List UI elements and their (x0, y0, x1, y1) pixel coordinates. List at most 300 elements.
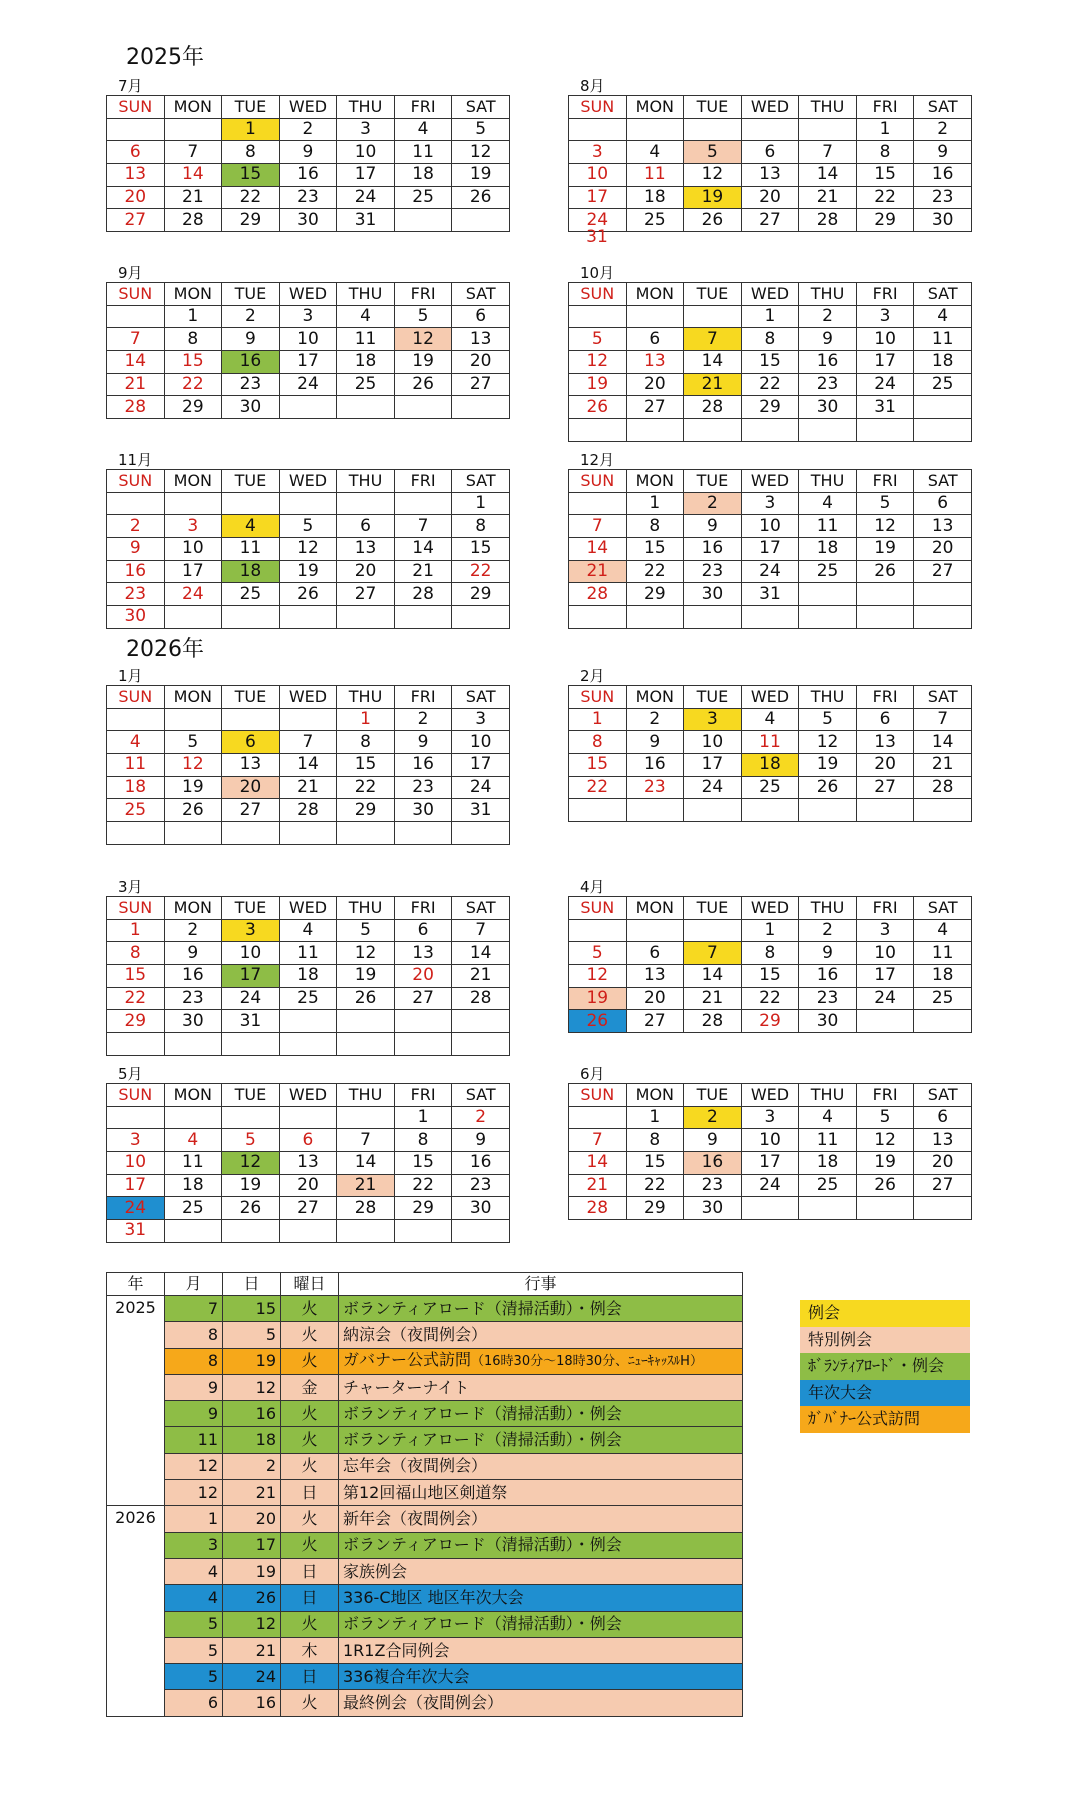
day-cell: 21 (569, 1174, 627, 1197)
day-cell: 22 (856, 186, 914, 209)
weekday-header: FRI (394, 897, 452, 920)
legend-item: 特別例会 (800, 1327, 970, 1354)
weekday-header: WED (279, 686, 337, 709)
weekday-header: TUE (684, 283, 742, 306)
day-cell: 15 (337, 754, 395, 777)
day-cell: 9 (222, 328, 280, 351)
empty-cell (164, 492, 222, 515)
day-cell: 22 (164, 373, 222, 396)
day-cell: 24 (741, 1174, 799, 1197)
weekday-header: THU (337, 283, 395, 306)
day-cell: 1 (394, 1106, 452, 1129)
week-row (569, 965, 972, 988)
day-cell: 19 (569, 373, 627, 396)
day-cell: 8 (626, 1129, 684, 1152)
month-label: 1月 (118, 667, 143, 685)
day-cell: 23 (279, 186, 337, 209)
day-cell: 4 (394, 118, 452, 141)
empty-cell (452, 209, 510, 232)
day-cell: 17 (856, 351, 914, 374)
weekday-header: MON (164, 96, 222, 119)
month-label: 9月 (118, 264, 143, 282)
day-cell: 10 (222, 942, 280, 965)
weekday-header: TUE (222, 283, 280, 306)
empty-cell (337, 1010, 395, 1033)
day-cell: 18 (914, 351, 972, 374)
day-cell: 10 (684, 731, 742, 754)
weekday-header: SAT (452, 96, 510, 119)
event-day: 12 (223, 1374, 281, 1400)
day-cell: 12 (856, 1129, 914, 1152)
empty-cell (394, 209, 452, 232)
event-row (107, 1348, 743, 1374)
empty-cell (626, 799, 684, 822)
event-month: 9 (165, 1374, 223, 1400)
day-cell: 4 (799, 1106, 857, 1129)
empty-cell (164, 1220, 222, 1243)
day-cell: 14 (684, 965, 742, 988)
empty-cell (394, 1033, 452, 1056)
day-cell: 17 (684, 754, 742, 777)
day-cell: 15 (626, 538, 684, 561)
day-cell: 22 (452, 560, 510, 583)
month-label: 4月 (580, 878, 605, 896)
event-year: 2025 (107, 1296, 165, 1506)
day-cell: 12 (684, 164, 742, 187)
empty-cell (164, 1033, 222, 1056)
weekday-header: MON (626, 686, 684, 709)
day-cell: 25 (394, 186, 452, 209)
day-cell: 5 (394, 305, 452, 328)
day-cell: 29 (452, 583, 510, 606)
month-calendar (568, 667, 972, 822)
week-row (107, 1106, 510, 1129)
event-month: 5 (165, 1664, 223, 1690)
day-cell: 21 (279, 776, 337, 799)
day-cell: 29 (337, 799, 395, 822)
day-cell: 21 (684, 987, 742, 1010)
day-cell: 25 (222, 583, 280, 606)
day-cell: 1 (337, 708, 395, 731)
event-month: 4 (165, 1558, 223, 1584)
day-cell: 26 (856, 1174, 914, 1197)
day-cell: 8 (107, 942, 165, 965)
day-cell: 22 (222, 186, 280, 209)
day-cell: 21 (799, 186, 857, 209)
day-cell: 7 (452, 919, 510, 942)
day-cell: 24 (856, 373, 914, 396)
day-cell: 30 (394, 799, 452, 822)
week-row (107, 492, 510, 515)
event-title: 336複合年次大会 (343, 1666, 470, 1686)
day-cell: 13 (741, 164, 799, 187)
month-label: 7月 (118, 77, 143, 95)
day-cell: 3 (741, 492, 799, 515)
empty-cell (222, 1220, 280, 1243)
day-cell: 5 (569, 328, 627, 351)
day-cell: 21 (569, 560, 627, 583)
legend (800, 1300, 970, 1433)
day-cell: 2 (222, 305, 280, 328)
empty-cell (569, 492, 627, 515)
event-month: 5 (165, 1637, 223, 1663)
day-cell: 8 (569, 731, 627, 754)
event-title: 1R1Z合同例会 (343, 1640, 450, 1660)
empty-cell (222, 708, 280, 731)
calendar-table (568, 282, 972, 442)
week-row (107, 942, 510, 965)
day-cell: 15 (452, 538, 510, 561)
weekday-header: SUN (107, 470, 165, 493)
day-cell: 8 (856, 141, 914, 164)
weekday-header: FRI (856, 686, 914, 709)
empty-cell (914, 799, 972, 822)
week-row (107, 1033, 510, 1056)
empty-cell (741, 419, 799, 442)
day-cell: 27 (626, 1010, 684, 1033)
day-cell: 14 (279, 754, 337, 777)
event-weekday: 火 (281, 1453, 339, 1479)
event-row (107, 1322, 743, 1348)
day-cell: 6 (914, 492, 972, 515)
day-cell: 29 (741, 1010, 799, 1033)
weekday-header: FRI (856, 470, 914, 493)
weekday-header: TUE (222, 686, 280, 709)
week-row (569, 209, 972, 232)
week-row (107, 328, 510, 351)
day-cell: 16 (914, 164, 972, 187)
day-cell: 5 (569, 942, 627, 965)
week-row (107, 919, 510, 942)
weekday-header: WED (279, 283, 337, 306)
empty-cell (799, 583, 857, 606)
day-cell: 13 (222, 754, 280, 777)
weekday-header: THU (799, 470, 857, 493)
day-cell: 1 (741, 919, 799, 942)
week-row (569, 606, 972, 629)
day-cell: 6 (337, 515, 395, 538)
day-cell: 8 (741, 942, 799, 965)
weekday-header: WED (741, 897, 799, 920)
day-cell: 19 (856, 538, 914, 561)
day-cell: 23 (164, 987, 222, 1010)
day-cell: 5 (684, 141, 742, 164)
day-cell: 20 (626, 373, 684, 396)
weekday-header: SAT (452, 283, 510, 306)
empty-cell (856, 606, 914, 629)
event-month: 3 (165, 1532, 223, 1558)
empty-cell (799, 799, 857, 822)
event-month: 8 (165, 1348, 223, 1374)
day-cell: 12 (164, 754, 222, 777)
week-row (569, 1010, 972, 1033)
empty-cell (452, 606, 510, 629)
weekday-header: TUE (684, 897, 742, 920)
day-cell: 17 (452, 754, 510, 777)
day-cell: 2 (164, 919, 222, 942)
day-cell: 30 (222, 396, 280, 419)
week-row (107, 708, 510, 731)
day-cell: 15 (107, 965, 165, 988)
day-cell: 10 (164, 538, 222, 561)
month-calendar (568, 451, 972, 629)
event-title: 最終例会（夜間例会） (343, 1693, 504, 1713)
weekday-header: WED (279, 897, 337, 920)
weekday-header: THU (799, 96, 857, 119)
weekday-header: SUN (569, 1084, 627, 1107)
day-cell: 1 (626, 1106, 684, 1129)
event-month: 9 (165, 1401, 223, 1427)
day-cell: 22 (394, 1174, 452, 1197)
day-cell: 16 (394, 754, 452, 777)
empty-cell (337, 606, 395, 629)
empty-cell (107, 305, 165, 328)
month-label: 6月 (580, 1065, 605, 1083)
day-cell: 21 (164, 186, 222, 209)
day-cell: 14 (164, 164, 222, 187)
day-cell: 1 (164, 305, 222, 328)
day-cell: 25 (626, 209, 684, 232)
event-weekday: 日 (281, 1480, 339, 1506)
day-cell: 16 (799, 965, 857, 988)
day-cell: 24 (741, 560, 799, 583)
day-cell: 24 (337, 186, 395, 209)
weekday-header: THU (799, 283, 857, 306)
month-calendar (106, 264, 510, 419)
day-cell: 26 (452, 186, 510, 209)
weekday-header: MON (626, 1084, 684, 1107)
day-cell: 3 (569, 141, 627, 164)
event-weekday: 日 (281, 1558, 339, 1584)
day-cell: 12 (569, 351, 627, 374)
day-cell: 24 (279, 373, 337, 396)
empty-cell (452, 1220, 510, 1243)
week-row (569, 1106, 972, 1129)
day-cell: 12 (337, 942, 395, 965)
day-cell: 21 (684, 373, 742, 396)
day-cell: 17 (569, 186, 627, 209)
month-calendar (568, 1065, 972, 1220)
day-cell: 4 (799, 492, 857, 515)
event-row (107, 1532, 743, 1558)
empty-cell (107, 1033, 165, 1056)
empty-cell (107, 118, 165, 141)
day-cell: 23 (799, 373, 857, 396)
event-title: 家族例会 (343, 1561, 408, 1581)
weekday-header-row (569, 283, 972, 306)
empty-cell (107, 708, 165, 731)
month-calendar (106, 451, 510, 629)
weekday-header-row (107, 283, 510, 306)
event-day: 21 (223, 1480, 281, 1506)
day-cell: 9 (394, 731, 452, 754)
month-label: 11月 (118, 451, 153, 469)
empty-cell (222, 1106, 280, 1129)
day-cell: 28 (107, 396, 165, 419)
calendar-table (106, 95, 510, 232)
day-cell: 16 (799, 351, 857, 374)
month-label: 3月 (118, 878, 143, 896)
day-cell: 1 (626, 492, 684, 515)
event-day: 20 (223, 1506, 281, 1532)
day-cell: 23 (684, 560, 742, 583)
week-row (107, 1129, 510, 1152)
event-year: 2026 (107, 1506, 165, 1716)
empty-cell (107, 492, 165, 515)
day-cell: 7 (569, 1129, 627, 1152)
day-cell: 25 (741, 776, 799, 799)
week-row (569, 419, 972, 442)
day-cell: 20 (856, 754, 914, 777)
event-title: 新年会（夜間例会） (343, 1509, 488, 1529)
weekday-header: FRI (856, 897, 914, 920)
event-name (339, 1453, 743, 1479)
day-cell: 6 (394, 919, 452, 942)
day-cell: 9 (279, 141, 337, 164)
weekday-header: SUN (569, 283, 627, 306)
day-cell: 7 (799, 141, 857, 164)
day-cell: 19 (164, 776, 222, 799)
overflow-day: 31 (586, 227, 608, 248)
day-cell: 24 (684, 776, 742, 799)
day-cell: 31 (856, 396, 914, 419)
week-row (569, 538, 972, 561)
empty-cell (856, 799, 914, 822)
empty-cell (914, 1010, 972, 1033)
empty-cell (741, 799, 799, 822)
weekday-header-row (107, 686, 510, 709)
event-month: 6 (165, 1690, 223, 1716)
day-cell: 6 (856, 708, 914, 731)
day-cell: 30 (107, 606, 165, 629)
weekday-header: WED (741, 470, 799, 493)
event-name (339, 1296, 743, 1322)
day-cell: 5 (222, 1129, 280, 1152)
day-cell: 30 (914, 209, 972, 232)
event-day: 26 (223, 1585, 281, 1611)
week-row (107, 351, 510, 374)
event-day: 21 (223, 1637, 281, 1663)
day-cell: 3 (107, 1129, 165, 1152)
day-cell: 25 (164, 1197, 222, 1220)
day-cell: 15 (164, 351, 222, 374)
day-cell: 2 (799, 919, 857, 942)
day-cell: 20 (394, 965, 452, 988)
empty-cell (684, 118, 742, 141)
event-title: チャーターナイト (343, 1377, 470, 1397)
week-row (569, 776, 972, 799)
day-cell: 12 (569, 965, 627, 988)
week-row (107, 538, 510, 561)
day-cell: 18 (799, 1152, 857, 1175)
day-cell: 25 (279, 987, 337, 1010)
event-name (339, 1585, 743, 1611)
day-cell: 5 (337, 919, 395, 942)
weekday-header: THU (799, 897, 857, 920)
day-cell: 26 (394, 373, 452, 396)
week-row (569, 919, 972, 942)
day-cell: 14 (107, 351, 165, 374)
day-cell: 13 (279, 1152, 337, 1175)
day-cell: 4 (337, 305, 395, 328)
day-cell: 26 (279, 583, 337, 606)
day-cell: 3 (856, 305, 914, 328)
event-title: ガバナー公式訪問 (343, 1350, 472, 1370)
empty-cell (394, 822, 452, 845)
day-cell: 4 (107, 731, 165, 754)
empty-cell (452, 822, 510, 845)
event-weekday: 火 (281, 1401, 339, 1427)
month-calendar (568, 878, 972, 1033)
day-cell: 14 (914, 731, 972, 754)
day-cell: 7 (337, 1129, 395, 1152)
day-cell: 12 (279, 538, 337, 561)
weekday-header: TUE (684, 96, 742, 119)
month-calendar (568, 77, 972, 248)
week-row (107, 186, 510, 209)
empty-cell (107, 1106, 165, 1129)
weekday-header: THU (337, 470, 395, 493)
event-day: 19 (223, 1348, 281, 1374)
day-cell: 22 (741, 987, 799, 1010)
calendar-table (106, 282, 510, 419)
empty-cell (799, 1197, 857, 1220)
day-cell: 24 (856, 987, 914, 1010)
day-cell: 28 (569, 583, 627, 606)
weekday-header: MON (164, 1084, 222, 1107)
day-cell: 28 (279, 799, 337, 822)
day-cell: 23 (799, 987, 857, 1010)
event-day: 16 (223, 1401, 281, 1427)
weekday-header: FRI (856, 1084, 914, 1107)
event-day: 2 (223, 1453, 281, 1479)
empty-cell (569, 1106, 627, 1129)
day-cell: 17 (856, 965, 914, 988)
empty-cell (569, 118, 627, 141)
day-cell: 29 (741, 396, 799, 419)
day-cell: 4 (164, 1129, 222, 1152)
weekday-header: FRI (394, 470, 452, 493)
day-cell: 24 (164, 583, 222, 606)
empty-cell (279, 822, 337, 845)
weekday-header: SAT (452, 470, 510, 493)
event-month: 4 (165, 1585, 223, 1611)
weekday-header-row (107, 96, 510, 119)
month-calendar (106, 878, 510, 1056)
day-cell: 10 (569, 164, 627, 187)
weekday-header: SAT (914, 897, 972, 920)
week-row (569, 118, 972, 141)
weekday-header: SUN (107, 283, 165, 306)
day-cell: 18 (394, 164, 452, 187)
day-cell: 23 (107, 583, 165, 606)
day-cell: 25 (799, 560, 857, 583)
day-cell: 24 (107, 1197, 165, 1220)
weekday-header: FRI (394, 283, 452, 306)
weekday-header: FRI (394, 96, 452, 119)
day-cell: 20 (452, 351, 510, 374)
day-cell: 9 (452, 1129, 510, 1152)
day-cell: 9 (684, 515, 742, 538)
events-header-year: 年 (107, 1273, 165, 1296)
calendar-table (106, 685, 510, 845)
day-cell: 8 (741, 328, 799, 351)
day-cell: 2 (626, 708, 684, 731)
day-cell: 18 (741, 754, 799, 777)
day-cell: 19 (222, 1174, 280, 1197)
day-cell: 14 (452, 942, 510, 965)
day-cell: 16 (626, 754, 684, 777)
